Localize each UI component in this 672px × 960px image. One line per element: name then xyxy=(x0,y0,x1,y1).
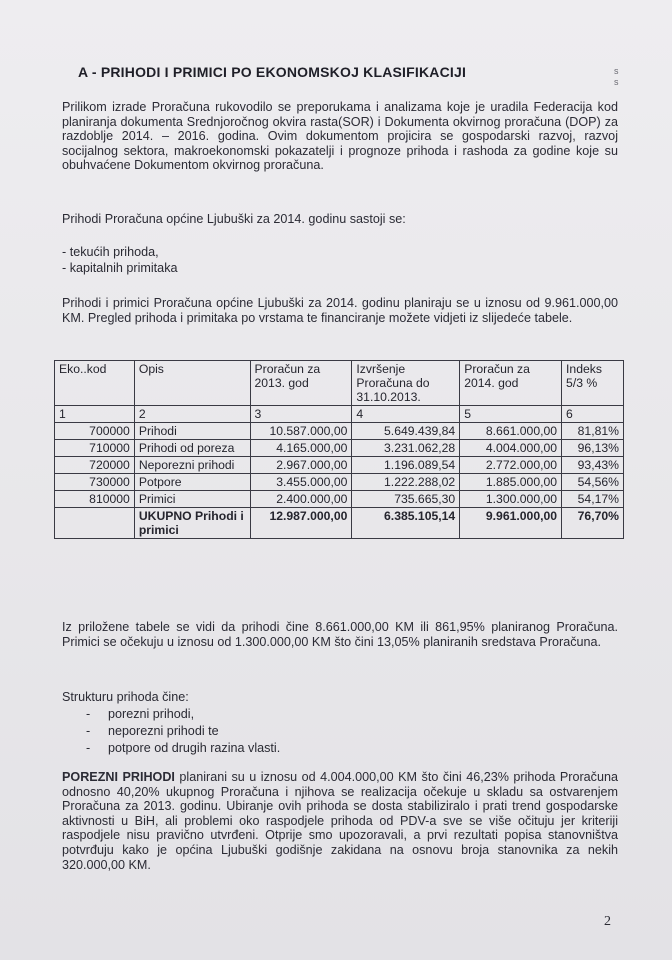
code-cell: 710000 xyxy=(55,440,135,457)
code-cell xyxy=(55,508,135,539)
column-number: 5 xyxy=(460,406,562,423)
list-item: - tekućih prihoda, xyxy=(62,245,159,259)
table-row xyxy=(55,457,624,474)
index-cell: 81,81% xyxy=(562,423,624,440)
margin-mark: s xyxy=(614,66,619,76)
header-cell: Izvršenje Proračuna do 31.10.2013. xyxy=(352,361,460,406)
desc-cell: Prihodi xyxy=(134,423,250,440)
table-total-row xyxy=(55,508,624,539)
index-cell: 54,17% xyxy=(562,491,624,508)
code-cell: 810000 xyxy=(55,491,135,508)
table-row xyxy=(55,491,624,508)
tax-revenue-lead: POREZNI PRIHODI xyxy=(62,770,175,784)
list-item: - porezni prihodi, xyxy=(86,707,195,721)
code-cell: 730000 xyxy=(55,474,135,491)
budget-2013-cell: 10.587.000,00 xyxy=(250,423,352,440)
execution-cell: 3.231.062,28 xyxy=(352,440,460,457)
code-cell: 720000 xyxy=(55,457,135,474)
column-number: 3 xyxy=(250,406,352,423)
index-cell: 96,13% xyxy=(562,440,624,457)
margin-mark: s xyxy=(614,77,619,87)
column-number: 6 xyxy=(562,406,624,423)
budget-2014-cell: 2.772.000,00 xyxy=(460,457,562,474)
execution-cell: 1.196.089,54 xyxy=(352,457,460,474)
list-item: - neporezni prihodi te xyxy=(86,724,219,738)
index-cell: 76,70% xyxy=(562,508,624,539)
execution-cell: 1.222.288,02 xyxy=(352,474,460,491)
index-cell: 93,43% xyxy=(562,457,624,474)
structure-list xyxy=(86,706,280,757)
budget-2013-cell: 2.400.000,00 xyxy=(250,491,352,508)
header-cell: Opis xyxy=(134,361,250,406)
code-cell: 700000 xyxy=(55,423,135,440)
column-number: 1 xyxy=(55,406,135,423)
intro-paragraph: Prilikom izrade Proračuna rukovodilo se preporukama i analizama koje je uradila Federacija kod planiranja dokumenta Srednjoročnog okvira rasta(SOR) i Dokumenta okvirnog proračuna (DOP) za razdoblje 2014. – 2016. godina. Ovim dokumentom projicira se gospodarski razvoj, razvoj socijalnog sektora, makroekonomski pokazatelji i prognoze prihoda i rashoda za godine koje su obuhvaćene Dokumentom okvirnog proračuna. xyxy=(62,100,618,173)
header-cell: Proračun za 2013. god xyxy=(250,361,352,406)
column-number-row xyxy=(55,406,624,423)
budget-2013-cell: 2.967.000,00 xyxy=(250,457,352,474)
column-number: 4 xyxy=(352,406,460,423)
budget-2013-cell: 12.987.000,00 xyxy=(250,508,352,539)
execution-cell: 5.649.439,84 xyxy=(352,423,460,440)
budget-2014-cell: 8.661.000,00 xyxy=(460,423,562,440)
budget-2013-cell: 3.455.000,00 xyxy=(250,474,352,491)
budget-table xyxy=(54,360,624,539)
table-header-row xyxy=(55,361,624,406)
desc-cell: Prihodi od poreza xyxy=(134,440,250,457)
list-item: - kapitalnih primitaka xyxy=(62,261,178,275)
execution-cell: 735.665,30 xyxy=(352,491,460,508)
list-item: - potpore od drugih razina vlasti. xyxy=(86,741,281,755)
table-intro-paragraph: Prihodi i primici Proračuna općine Ljubuški za 2014. godinu planiraju se u iznosu od 9.961.000,00 KM. Pregled prihoda i primitaka po vrstama te financiranje možete vidjeti iz slijedeće tabele. xyxy=(62,296,618,325)
table-row xyxy=(55,440,624,457)
index-cell: 54,56% xyxy=(562,474,624,491)
structure-intro: Strukturu prihoda čine: xyxy=(62,690,189,704)
budget-2014-cell: 1.885.000,00 xyxy=(460,474,562,491)
composition-list xyxy=(62,244,178,276)
table-row xyxy=(55,423,624,440)
list-item-text: neporezni prihodi te xyxy=(108,724,219,738)
page-number: 2 xyxy=(604,914,611,929)
list-item-text: potpore od drugih razina vlasti. xyxy=(108,741,281,755)
header-cell: Eko..kod xyxy=(55,361,135,406)
desc-cell: Primici xyxy=(134,491,250,508)
list-item-text: porezni prihodi, xyxy=(108,707,195,721)
table-row xyxy=(55,474,624,491)
execution-cell: 6.385.105,14 xyxy=(352,508,460,539)
column-number: 2 xyxy=(134,406,250,423)
budget-2014-cell: 9.961.000,00 xyxy=(460,508,562,539)
tax-revenue-paragraph xyxy=(62,770,618,872)
composition-intro: Prihodi Proračuna općine Ljubuški za 2014. godinu sastoji se: xyxy=(62,212,406,226)
margin-marks xyxy=(614,66,619,88)
desc-cell: UKUPNO Prihodi i primici xyxy=(134,508,250,539)
after-table-paragraph: Iz priložene tabele se vidi da prihodi čine 8.661.000,00 KM ili 861,95% planiranog Proračuna. Primici se očekuju u iznosu od 1.300.000,00 KM što čini 13,05% planiranih sredstava Proračuna. xyxy=(62,620,618,649)
header-cell: Indeks 5/3 % xyxy=(562,361,624,406)
header-cell: Proračun za 2014. god xyxy=(460,361,562,406)
section-heading: A - PRIHODI I PRIMICI PO EKONOMSKOJ KLASIFIKACIJI xyxy=(78,64,467,80)
budget-2013-cell: 4.165.000,00 xyxy=(250,440,352,457)
budget-2014-cell: 4.004.000,00 xyxy=(460,440,562,457)
desc-cell: Neporezni prihodi xyxy=(134,457,250,474)
desc-cell: Potpore xyxy=(134,474,250,491)
tax-revenue-body: planirani su u iznosu od 4.004.000,00 KM što čini 46,23% prihoda Proračuna odnosno 40,20% ukupnog Proračuna i njihova se realizacija očekuje u skladu sa ostvarenjem Proračuna za 2013. godinu. Ubiranje ovih prihoda se dosta stabiliziralo i prati trend gospodarske aktivnosti u BiH, ali problemi oko raspodjele prihoda od PDV-a sve se više očituju jer kriteriji raspodjele nisu pravično utvrđeni. Otprije smo upozoravali, a prvi rezultati popisa stanovništva potvrđuju kako je općina Ljubuški godišnje zakidana na osnovu broja stanovnika za nekih 320.000,00 KM. xyxy=(62,770,618,872)
budget-2014-cell: 1.300.000,00 xyxy=(460,491,562,508)
